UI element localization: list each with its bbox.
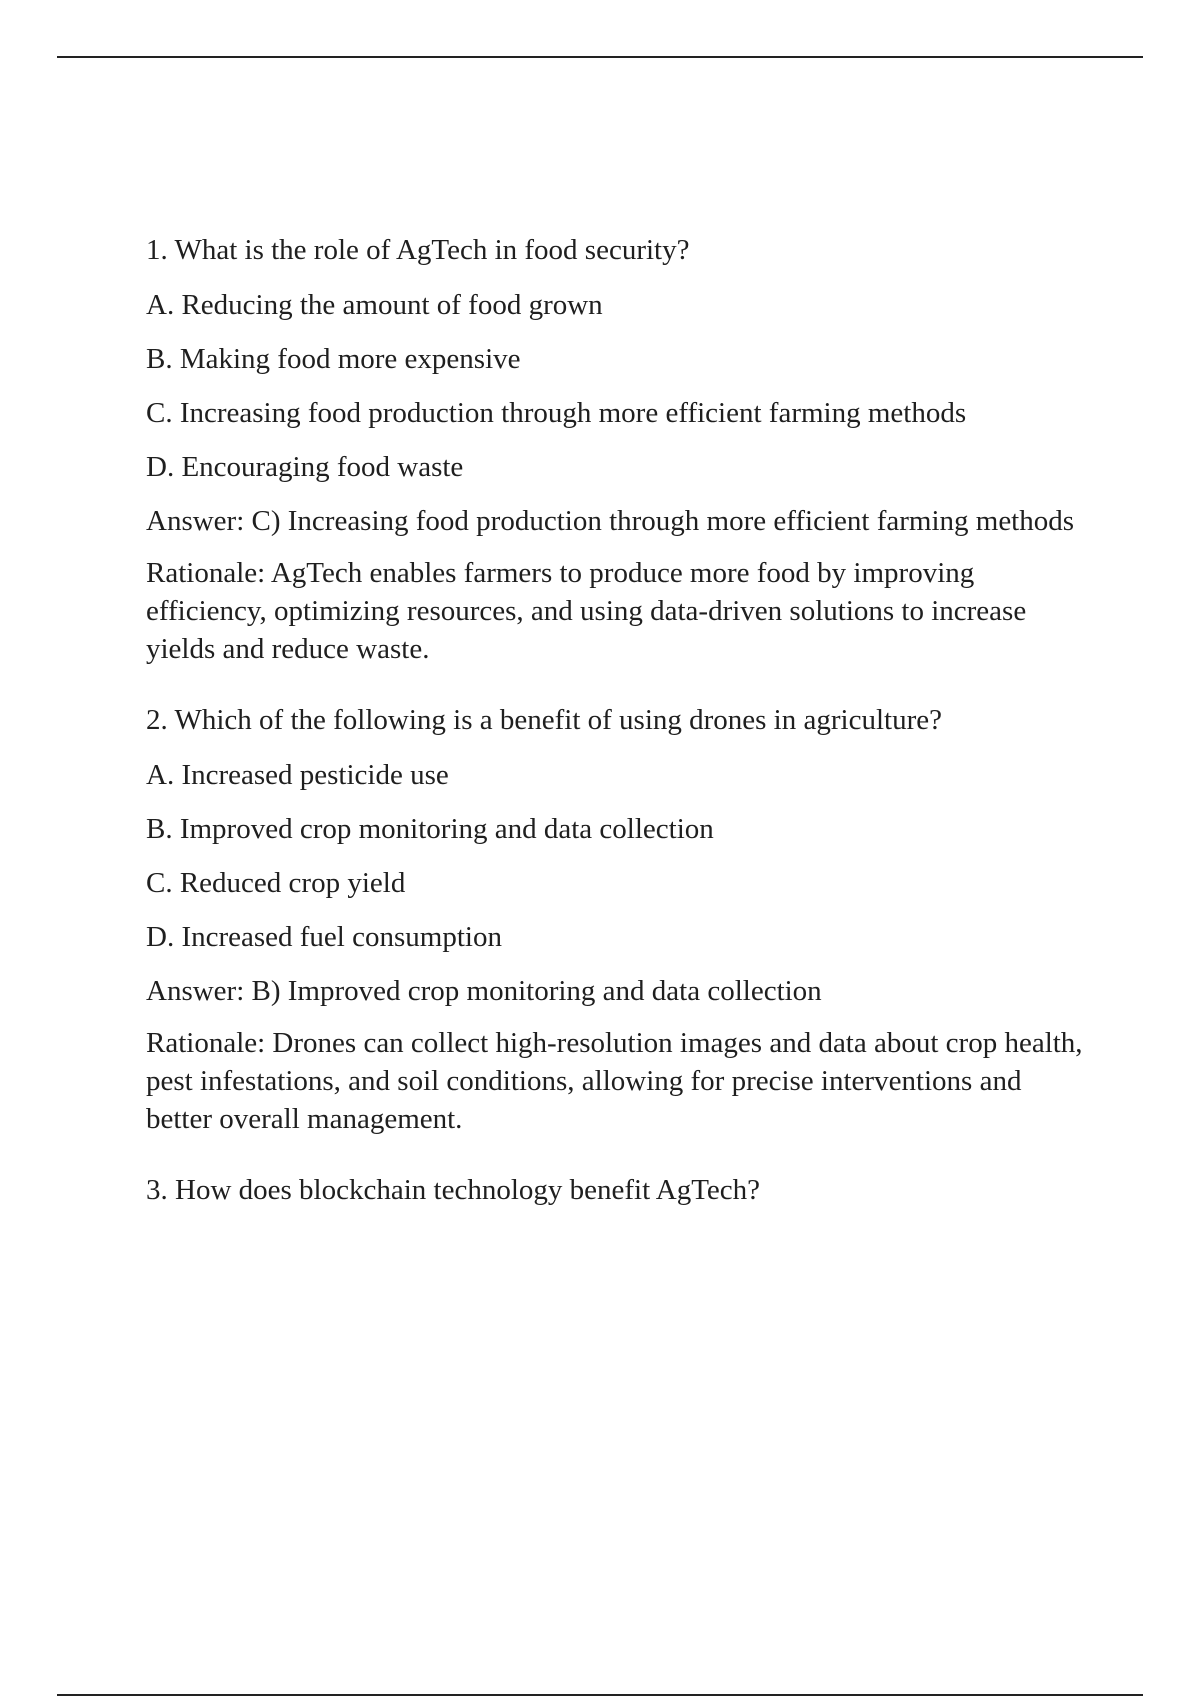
question-1-answer: Answer: C) Increasing food production through more efficient farming methods	[146, 505, 1075, 537]
question-1-option-b: B. Making food more expensive	[146, 343, 521, 375]
question-1-option-d: D. Encouraging food waste	[146, 451, 464, 483]
question-2-option-c: C. Reduced crop yield	[146, 867, 406, 899]
document-content	[146, 234, 1086, 1226]
question-prompt: Which of the following is a benefit of using drones in agriculture?	[174, 704, 942, 736]
question-2-rationale: Rationale: Drones can collect high-resolution images and data about crop health, pest infestations, and soil conditions, allowing for precise interventions and better overall management.	[146, 1027, 1083, 1135]
bottom-rule	[57, 1694, 1143, 1696]
question-1-option-a: A. Reducing the amount of food grown	[146, 289, 603, 321]
question-2-option-a: A. Increased pesticide use	[146, 759, 449, 791]
question-prompt: How does blockchain technology benefit AgTech?	[175, 1174, 761, 1206]
question-1	[146, 231, 1086, 668]
question-1-option-c: C. Increasing food production through more efficient farming methods	[146, 397, 967, 429]
question-2-answer: Answer: B) Improved crop monitoring and data collection	[146, 975, 822, 1007]
top-rule	[57, 56, 1143, 58]
question-number: 1.	[146, 234, 168, 266]
question-3	[146, 1171, 1086, 1209]
question-2-text	[146, 701, 1086, 739]
question-prompt: What is the role of AgTech in food security?	[174, 234, 690, 266]
question-number: 3.	[146, 1174, 168, 1206]
question-3-text	[146, 1171, 1086, 1209]
question-2-option-b: B. Improved crop monitoring and data collection	[146, 813, 714, 845]
question-1-rationale: Rationale: AgTech enables farmers to produce more food by improving efficiency, optimizing resources, and using data-driven solutions to increase yields and reduce waste.	[146, 557, 1027, 665]
question-number: 2.	[146, 704, 168, 736]
question-2-option-d: D. Increased fuel consumption	[146, 921, 502, 953]
question-1-text	[146, 231, 1086, 269]
question-2	[146, 701, 1086, 1138]
